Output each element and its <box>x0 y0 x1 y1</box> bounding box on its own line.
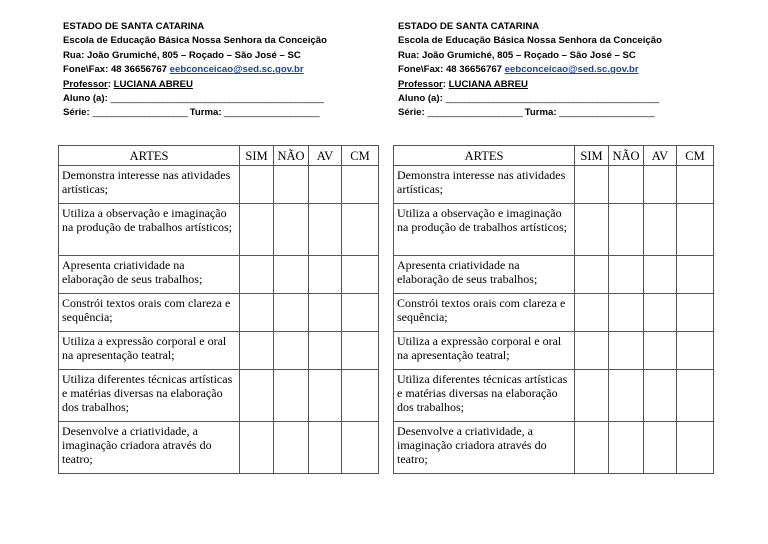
criterion-label: Demonstra interesse nas atividades artísticas; <box>59 166 240 204</box>
cell-cm[interactable] <box>677 204 714 256</box>
student-blank[interactable]: _____________________________________________ <box>445 92 659 104</box>
cell-nao[interactable] <box>274 294 309 332</box>
criterion-label: Constrói textos orais com clareza e sequência; <box>59 294 240 332</box>
cell-nao[interactable] <box>274 166 309 204</box>
cell-sim[interactable] <box>240 256 274 294</box>
criterion-label: Desenvolve a criatividade, a imaginação criadora através do teatro; <box>394 422 575 474</box>
criterion-label: Apresenta criatividade na elaboração de seus trabalhos; <box>394 256 575 294</box>
cell-cm[interactable] <box>677 294 714 332</box>
cell-av[interactable] <box>309 332 342 370</box>
cell-av[interactable] <box>309 370 342 422</box>
class-label: Turma: <box>189 107 222 119</box>
cell-av[interactable] <box>644 166 677 204</box>
cell-sim[interactable] <box>240 370 274 422</box>
header-nao: NÃO <box>609 146 644 166</box>
cell-av[interactable] <box>644 204 677 256</box>
cell-sim[interactable] <box>575 204 609 256</box>
table-row <box>59 294 379 332</box>
cell-nao[interactable] <box>274 332 309 370</box>
table-row <box>59 332 379 370</box>
school-address: Rua: João Grumiché, 805 – Roçado – São José – SC <box>398 49 636 61</box>
table-row <box>394 422 714 474</box>
cell-sim[interactable] <box>575 166 609 204</box>
student-blank[interactable]: _____________________________________________ <box>110 92 324 104</box>
table-row <box>59 204 379 256</box>
cell-sim[interactable] <box>240 166 274 204</box>
cell-nao[interactable] <box>609 166 644 204</box>
cell-av[interactable] <box>309 256 342 294</box>
cell-nao[interactable] <box>609 294 644 332</box>
teacher-name: LUCIANA ABREU <box>448 78 528 90</box>
email-link[interactable]: eebconceicao@sed.sc.gov.br <box>169 64 304 76</box>
table-row <box>59 166 379 204</box>
table-row <box>394 370 714 422</box>
series-label: Série: <box>63 107 90 119</box>
criterion-label: Utiliza diferentes técnicas artísticas e matérias diversas na elaboração dos trabalhos; <box>394 370 575 422</box>
cell-sim[interactable] <box>240 332 274 370</box>
cell-av[interactable] <box>309 294 342 332</box>
series-line <box>398 106 713 120</box>
school-header <box>63 20 378 121</box>
criterion-label: Utiliza a observação e imaginação na produção de trabalhos artísticos; <box>394 204 575 256</box>
class-blank[interactable]: ____________________ <box>559 107 654 119</box>
table-header-row <box>59 146 379 166</box>
cell-av[interactable] <box>644 422 677 474</box>
cell-nao[interactable] <box>274 370 309 422</box>
cell-av[interactable] <box>644 294 677 332</box>
assessment-table <box>58 145 379 474</box>
criterion-label: Apresenta criatividade na elaboração de seus trabalhos; <box>59 256 240 294</box>
cell-sim[interactable] <box>240 294 274 332</box>
cell-cm[interactable] <box>342 166 379 204</box>
teacher-line: Professor: LUCIANA ABREU <box>63 78 193 90</box>
series-blank[interactable]: ____________________ <box>427 107 523 119</box>
cell-av[interactable] <box>309 204 342 256</box>
cell-av[interactable] <box>309 422 342 474</box>
table-row <box>59 370 379 422</box>
cell-sim[interactable] <box>575 332 609 370</box>
table-header-row <box>394 146 714 166</box>
cell-nao[interactable] <box>274 256 309 294</box>
state-name: ESTADO DE SANTA CATARINA <box>63 21 205 32</box>
criterion-label: Demonstra interesse nas atividades artísticas; <box>394 166 575 204</box>
assessment-table <box>393 145 714 474</box>
phone-fax: Fone\Fax: 48 36656767 <box>398 64 502 76</box>
cell-cm[interactable] <box>342 332 379 370</box>
header-cm: CM <box>342 146 379 166</box>
header-av: AV <box>309 146 342 166</box>
cell-nao[interactable] <box>609 332 644 370</box>
series-label: Série: <box>398 107 425 119</box>
cell-nao[interactable] <box>609 370 644 422</box>
cell-cm[interactable] <box>342 294 379 332</box>
student-label: Aluno (a): <box>63 92 108 104</box>
cell-nao[interactable] <box>274 204 309 256</box>
series-blank[interactable]: ____________________ <box>92 107 188 119</box>
criterion-label: Constrói textos orais com clareza e sequência; <box>394 294 575 332</box>
criterion-label: Utiliza diferentes técnicas artísticas e matérias diversas na elaboração dos trabalhos; <box>59 370 240 422</box>
series-line <box>63 106 378 120</box>
student-label: Aluno (a): <box>398 92 443 104</box>
student-line <box>398 92 713 106</box>
cell-nao[interactable] <box>274 422 309 474</box>
criterion-label: Utiliza a observação e imaginação na produção de trabalhos artísticos; <box>59 204 240 256</box>
teacher-line: Professor: LUCIANA ABREU <box>398 78 528 90</box>
header-sim: SIM <box>240 146 274 166</box>
student-line <box>63 92 378 106</box>
cell-sim[interactable] <box>240 204 274 256</box>
cell-cm[interactable] <box>677 166 714 204</box>
cell-cm[interactable] <box>342 370 379 422</box>
table-row <box>59 422 379 474</box>
school-address: Rua: João Grumiché, 805 – Roçado – São José – SC <box>63 49 301 61</box>
table-row <box>394 256 714 294</box>
cell-nao[interactable] <box>609 204 644 256</box>
school-header <box>398 20 713 121</box>
table-row <box>394 204 714 256</box>
cell-cm[interactable] <box>677 332 714 370</box>
cell-sim[interactable] <box>575 370 609 422</box>
cell-nao[interactable] <box>609 256 644 294</box>
header-nao: NÃO <box>274 146 309 166</box>
evaluation-sheet-right <box>384 0 768 544</box>
contact-line <box>63 63 378 77</box>
teacher-label: Professor <box>398 78 443 90</box>
cell-cm[interactable] <box>342 256 379 294</box>
header-cm: CM <box>677 146 714 166</box>
cell-sim[interactable] <box>240 422 274 474</box>
school-name: Escola de Educação Básica Nossa Senhora da Conceição <box>63 35 327 47</box>
cell-av[interactable] <box>644 332 677 370</box>
cell-av[interactable] <box>309 166 342 204</box>
cell-cm[interactable] <box>677 422 714 474</box>
cell-nao[interactable] <box>609 422 644 474</box>
cell-sim[interactable] <box>575 294 609 332</box>
phone-fax: Fone\Fax: 48 36656767 <box>63 64 167 76</box>
email-link[interactable]: eebconceicao@sed.sc.gov.br <box>504 64 639 76</box>
criterion-label: Desenvolve a criatividade, a imaginação criadora através do teatro; <box>59 422 240 474</box>
class-blank[interactable]: ____________________ <box>224 107 319 119</box>
school-name: Escola de Educação Básica Nossa Senhora da Conceição <box>398 35 662 47</box>
cell-av[interactable] <box>644 370 677 422</box>
teacher-name: LUCIANA ABREU <box>113 78 193 90</box>
state-name: ESTADO DE SANTA CATARINA <box>398 21 540 32</box>
criterion-label: Utiliza a expressão corporal e oral na apresentação teatral; <box>59 332 240 370</box>
cell-cm[interactable] <box>342 204 379 256</box>
cell-av[interactable] <box>644 256 677 294</box>
class-label: Turma: <box>524 107 557 119</box>
header-artes: ARTES <box>394 146 575 166</box>
contact-line <box>398 63 713 77</box>
header-artes: ARTES <box>59 146 240 166</box>
table-row <box>394 294 714 332</box>
teacher-label: Professor <box>63 78 108 90</box>
cell-cm[interactable] <box>677 256 714 294</box>
cell-cm[interactable] <box>342 422 379 474</box>
cell-cm[interactable] <box>677 370 714 422</box>
table-row <box>394 166 714 204</box>
header-av: AV <box>644 146 677 166</box>
cell-sim[interactable] <box>575 256 609 294</box>
cell-sim[interactable] <box>575 422 609 474</box>
criterion-label: Utiliza a expressão corporal e oral na apresentação teatral; <box>394 332 575 370</box>
header-sim: SIM <box>575 146 609 166</box>
table-row <box>394 332 714 370</box>
table-row <box>59 256 379 294</box>
